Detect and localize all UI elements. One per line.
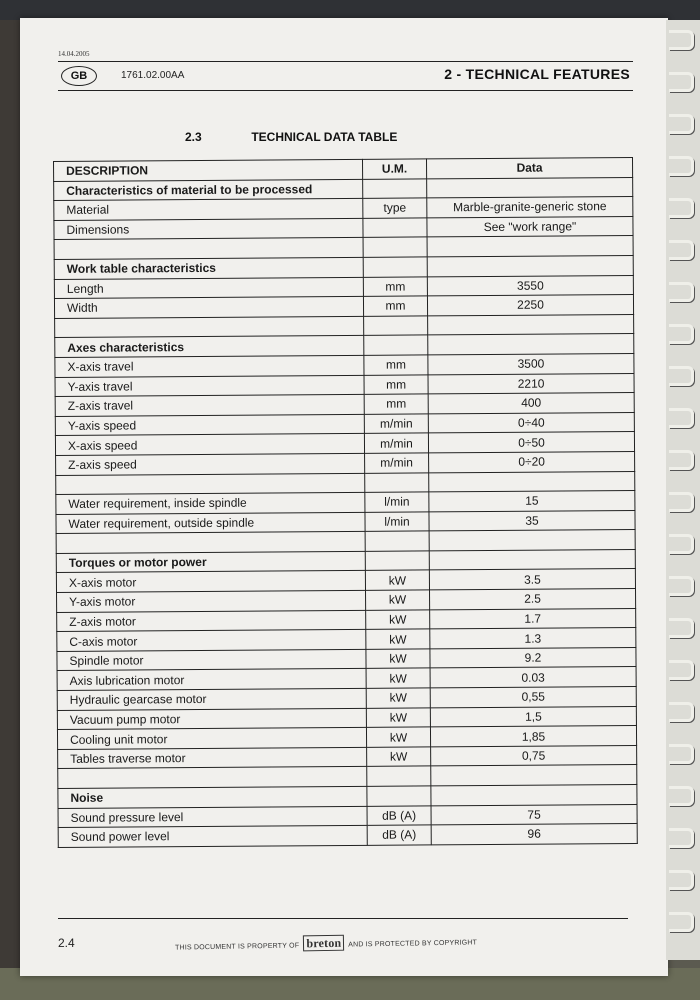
unit-cell: l/min	[365, 492, 429, 512]
data-cell: 0÷40	[428, 412, 634, 433]
description-cell: C-axis motor	[57, 630, 366, 652]
unit-cell: kW	[366, 727, 430, 747]
binding-ring	[669, 72, 694, 92]
description-cell: Axis lubrication motor	[57, 669, 366, 691]
unit-cell	[364, 335, 428, 355]
description-cell: Y-axis travel	[55, 375, 364, 397]
table-row	[58, 824, 637, 848]
binding-ring	[669, 156, 694, 176]
description-cell: X-axis motor	[56, 571, 365, 593]
description-cell: Z-axis speed	[56, 453, 365, 475]
description-cell: Tables traverse motor	[58, 747, 367, 769]
data-cell: 2210	[428, 373, 634, 394]
data-cell: 0,75	[431, 745, 637, 766]
brand-logo: breton	[303, 935, 344, 952]
description-cell: Sound pressure level	[58, 806, 367, 828]
description-cell: Y-axis motor	[57, 590, 366, 612]
data-cell: 0÷50	[428, 432, 634, 453]
footer-rule	[58, 918, 628, 919]
unit-cell	[363, 237, 427, 257]
data-cell	[427, 236, 633, 257]
description-cell: Dimensions	[54, 218, 363, 240]
description-cell: Water requirement, inside spindle	[56, 492, 365, 514]
header-date: 14.04.2005	[58, 50, 90, 58]
column-header-data: Data	[426, 157, 632, 178]
table-body	[54, 177, 638, 847]
description-cell: Vacuum pump motor	[57, 708, 366, 730]
data-cell	[428, 334, 634, 355]
data-cell: 15	[429, 491, 635, 512]
unit-cell: dB (A)	[367, 825, 431, 845]
binding-ring	[669, 660, 694, 680]
data-cell	[429, 549, 635, 570]
binding-ring	[669, 282, 694, 302]
copyright-text-before: THIS DOCUMENT IS PROPERTY OF	[174, 942, 300, 952]
unit-cell: kW	[366, 629, 430, 649]
data-cell	[429, 471, 635, 492]
binding-ring	[669, 618, 694, 638]
data-cell: 75	[431, 804, 637, 825]
data-cell: 35	[429, 510, 635, 531]
unit-cell	[364, 316, 428, 336]
data-cell	[428, 314, 634, 335]
unit-cell	[365, 472, 429, 492]
data-cell: 0,55	[430, 686, 636, 707]
description-cell	[54, 238, 363, 260]
section-heading	[185, 130, 397, 144]
data-cell: 1,85	[430, 726, 636, 747]
data-cell	[427, 177, 633, 198]
description-cell: Width	[54, 296, 363, 318]
data-cell: 3.5	[429, 569, 635, 590]
chapter-title: 2 - TECHNICAL FEATURES	[444, 66, 630, 82]
data-cell	[431, 784, 637, 805]
unit-cell: kW	[367, 747, 431, 767]
unit-cell: kW	[366, 610, 430, 630]
binding-ring	[669, 576, 694, 596]
unit-cell	[363, 178, 427, 198]
unit-cell	[367, 766, 431, 786]
description-cell: Y-axis speed	[55, 414, 364, 436]
description-cell: Noise	[58, 786, 367, 808]
data-cell: 96	[431, 824, 637, 845]
data-cell: 9.2	[430, 647, 636, 668]
spiral-binding	[666, 20, 700, 960]
unit-cell: kW	[366, 649, 430, 669]
binding-ring	[669, 198, 694, 218]
unit-cell: m/min	[364, 414, 428, 434]
column-header-description: DESCRIPTION	[54, 159, 363, 181]
data-cell	[431, 765, 637, 786]
unit-cell: kW	[366, 688, 430, 708]
description-cell	[56, 473, 365, 495]
binding-ring	[669, 114, 694, 134]
description-cell: Material	[54, 199, 363, 221]
data-cell: 1,5	[430, 706, 636, 727]
unit-cell: mm	[364, 394, 428, 414]
unit-cell	[367, 786, 431, 806]
binding-ring	[669, 30, 694, 50]
binding-ring	[669, 492, 694, 512]
unit-cell	[363, 218, 427, 238]
data-cell: 2.5	[430, 589, 636, 610]
binding-ring	[669, 828, 694, 848]
data-cell	[427, 255, 633, 276]
binding-ring	[669, 912, 694, 932]
description-cell: X-axis travel	[55, 355, 364, 377]
unit-cell	[365, 551, 429, 571]
data-cell: See "work range"	[427, 216, 633, 237]
unit-cell: m/min	[364, 433, 428, 453]
language-badge: GB	[61, 66, 97, 86]
data-cell: 2250	[427, 295, 633, 316]
data-cell: 3500	[428, 353, 634, 374]
unit-cell	[365, 531, 429, 551]
header-rule-top	[58, 61, 633, 62]
section-number: 2.3	[185, 130, 202, 144]
description-cell: Work table characteristics	[54, 257, 363, 279]
unit-cell: dB (A)	[367, 805, 431, 825]
header-rule-bottom	[58, 90, 633, 91]
data-cell: 400	[428, 393, 634, 414]
description-cell: Z-axis travel	[55, 394, 364, 416]
unit-cell: type	[363, 198, 427, 218]
copyright-text-after: AND IS PROTECTED BY COPYRIGHT	[348, 939, 478, 949]
data-cell: 0÷20	[429, 451, 635, 472]
binding-ring	[669, 324, 694, 344]
data-cell: 3550	[427, 275, 633, 296]
binding-ring	[669, 450, 694, 470]
document-number: 1761.02.00AA	[121, 70, 185, 81]
data-cell: 1.3	[430, 628, 636, 649]
description-cell: Sound power level	[58, 826, 367, 848]
data-cell	[429, 530, 635, 551]
binding-ring	[669, 702, 694, 722]
binding-ring	[669, 870, 694, 890]
unit-cell: m/min	[365, 453, 429, 473]
binding-ring	[669, 408, 694, 428]
page-number: 2.4	[58, 936, 75, 950]
binding-ring	[669, 366, 694, 386]
description-cell: X-axis speed	[55, 434, 364, 456]
description-cell: Water requirement, outside spindle	[56, 512, 365, 534]
description-cell: Characteristics of material to be processed	[54, 179, 363, 201]
data-cell: 1.7	[430, 608, 636, 629]
binding-ring	[669, 240, 694, 260]
description-cell: Spindle motor	[57, 649, 366, 671]
unit-cell: kW	[365, 570, 429, 590]
binding-ring	[669, 744, 694, 764]
unit-cell: kW	[366, 590, 430, 610]
unit-cell: mm	[363, 276, 427, 296]
description-cell	[55, 316, 364, 338]
description-cell: Length	[54, 277, 363, 299]
description-cell: Z-axis motor	[57, 610, 366, 632]
data-cell: 0.03	[430, 667, 636, 688]
technical-data-table	[53, 157, 638, 848]
description-cell: Hydraulic gearcase motor	[57, 688, 366, 710]
unit-cell: l/min	[365, 512, 429, 532]
binding-ring	[669, 786, 694, 806]
unit-cell: kW	[366, 708, 430, 728]
section-title: TECHNICAL DATA TABLE	[251, 130, 398, 144]
column-header-unit: U.M.	[362, 159, 426, 179]
binding-ring	[669, 534, 694, 554]
description-cell: Torques or motor power	[56, 551, 365, 573]
unit-cell	[363, 257, 427, 277]
unit-cell: mm	[364, 355, 428, 375]
description-cell: Cooling unit motor	[57, 728, 366, 750]
unit-cell: kW	[366, 668, 430, 688]
description-cell	[56, 532, 365, 554]
description-cell: Axes characteristics	[55, 336, 364, 358]
description-cell	[58, 767, 367, 789]
unit-cell: mm	[364, 374, 428, 394]
unit-cell: mm	[363, 296, 427, 316]
data-cell: Marble-granite-generic stone	[427, 197, 633, 218]
